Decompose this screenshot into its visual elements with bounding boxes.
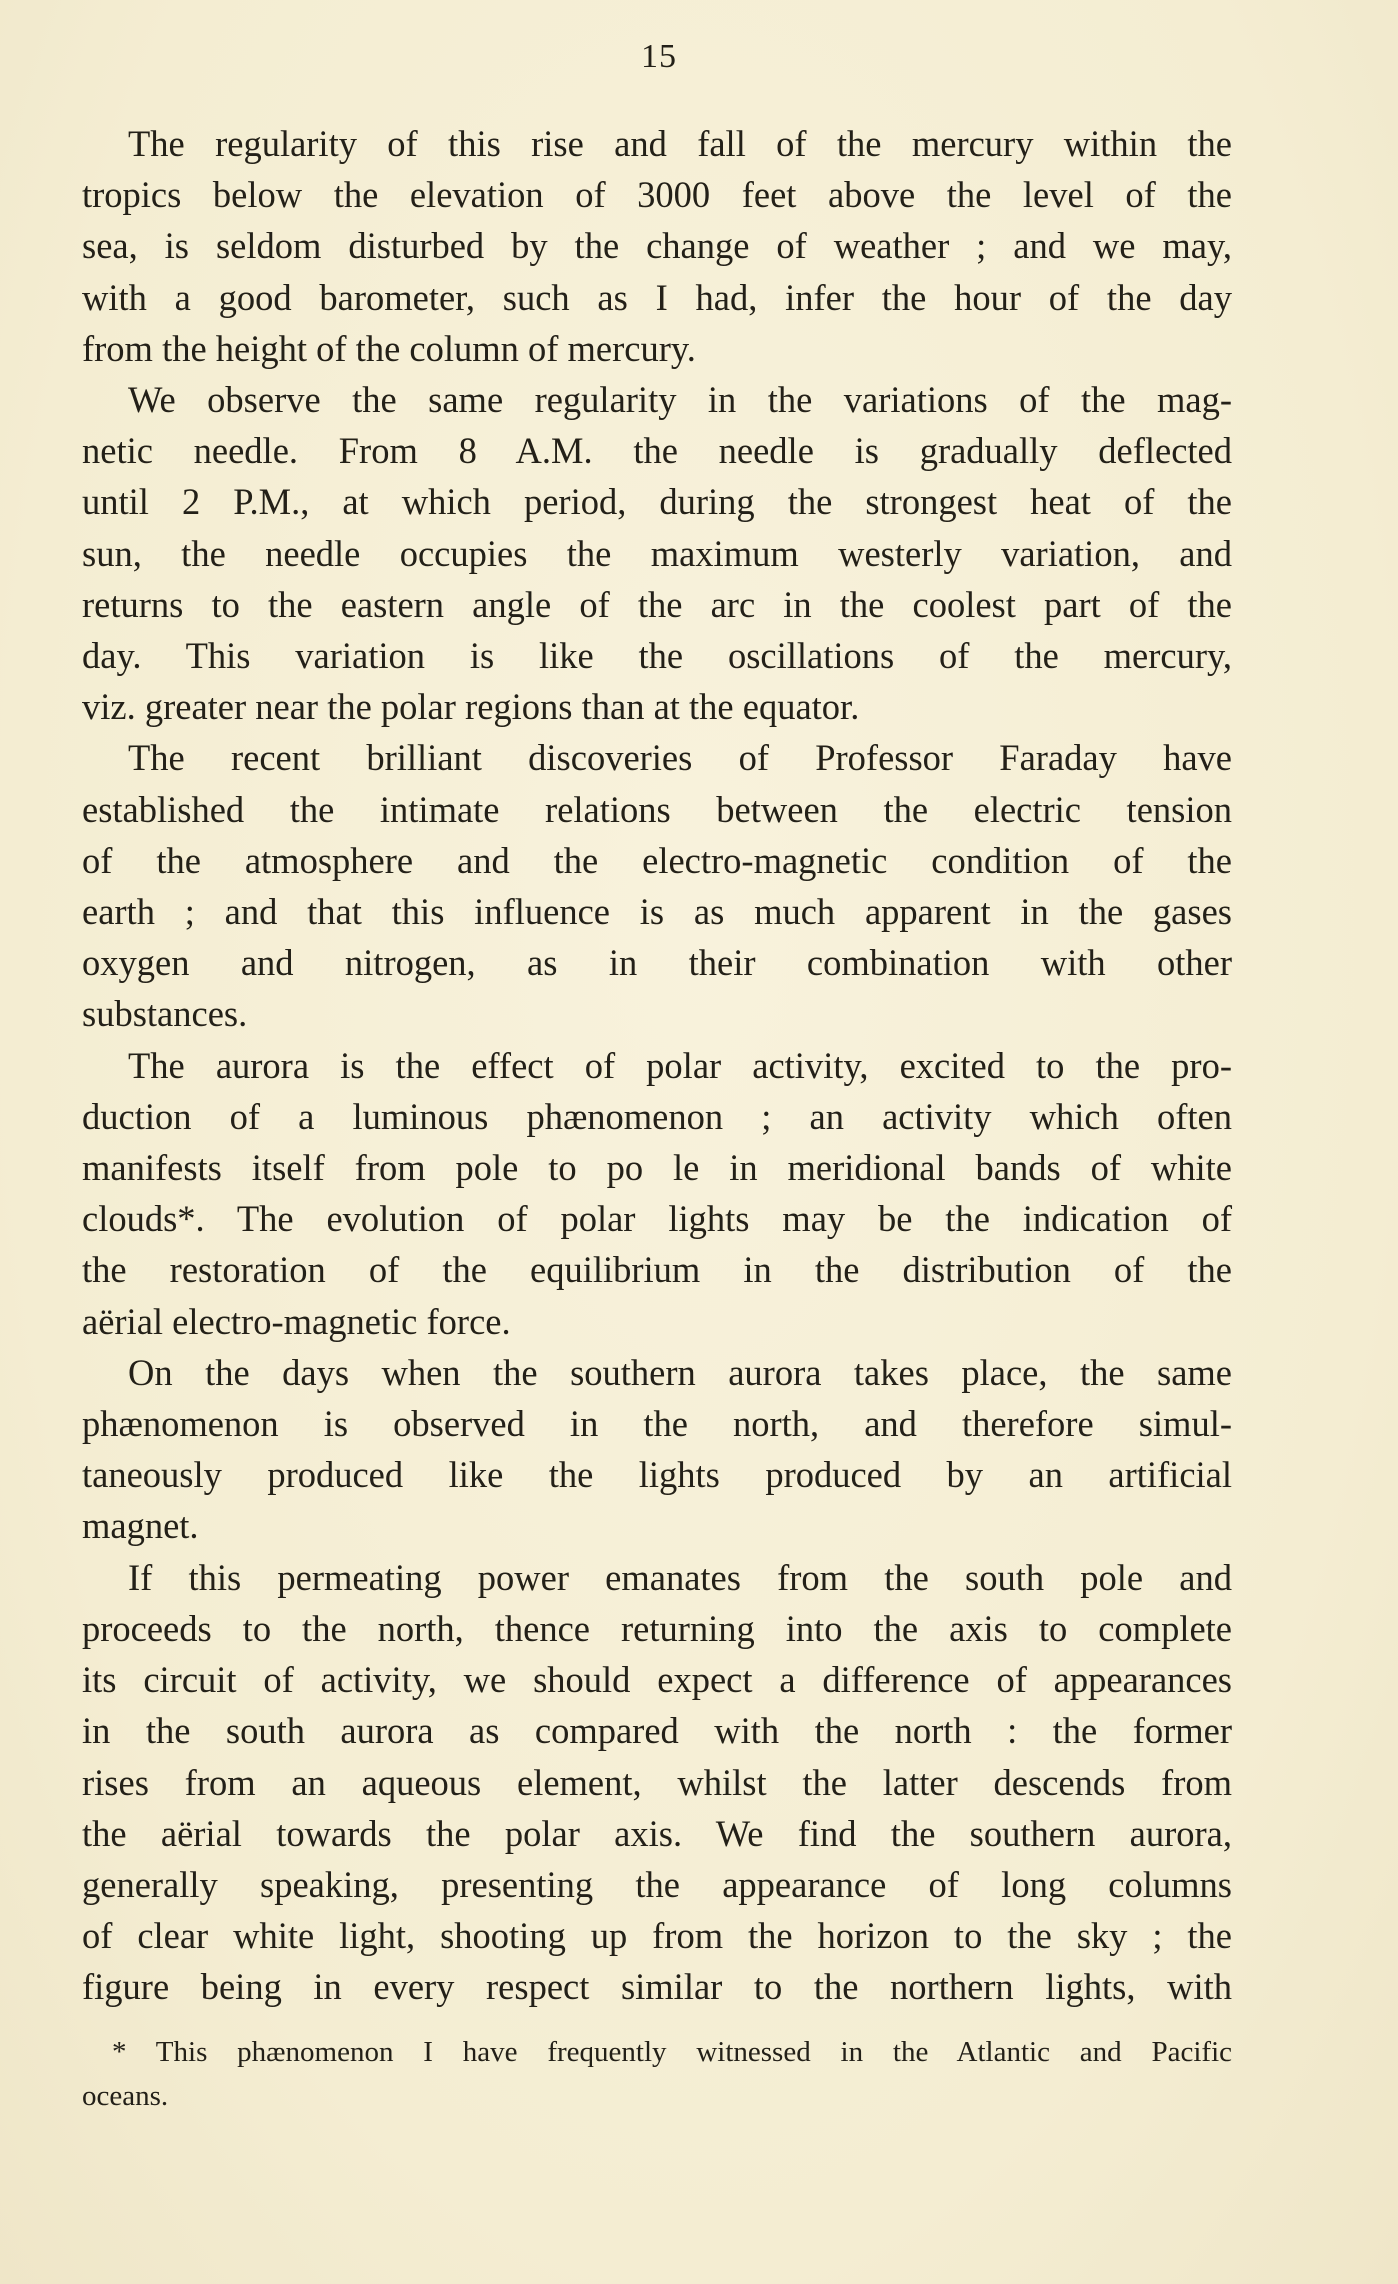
text-line: aërial electro-magnetic force. [82,1300,511,1342]
text-line: generally speaking, presenting the appearance of long columns [82,1863,1232,1905]
text-line: rises from an aqueous element, whilst the latter descends from [82,1761,1232,1803]
text-line: magnet. [82,1505,199,1547]
text-line: the restoration of the equilibrium in the distribution of the [82,1249,1232,1291]
text-line: The aurora is the effect of polar activity, excited to the pro- [128,1044,1232,1086]
paragraph [82,1040,1232,1347]
text-line: clouds*. The evolution of polar lights may be the indication of [82,1198,1232,1240]
text-line: proceeds to the north, thence returning into the axis to complete [82,1607,1232,1649]
text-line: phænomenon is observed in the north, and therefore simul- [82,1403,1232,1445]
text-line: tropics below the elevation of 3000 feet above the level of the [82,174,1232,216]
text-line: manifests itself from pole to po le in meridional bands of white [82,1147,1232,1189]
text-line: figure being in every respect similar to the northern lights, with [82,1966,1232,2008]
text-line: substances. [82,993,248,1035]
paragraph [82,118,1232,374]
footnote-line: oceans. [82,2080,169,2112]
text-line: the aërial towards the polar axis. We find the southern aurora, [82,1812,1232,1854]
text-line: of clear white light, shooting up from the horizon to the sky ; the [82,1915,1232,1957]
text-line: viz. greater near the polar regions than at the equator. [82,686,860,728]
text-line: day. This variation is like the oscillations of the mercury, [82,635,1232,677]
text-line: established the intimate relations between the electric tension [82,788,1232,830]
text-line: its circuit of activity, we should expect a difference of appearances [82,1659,1232,1701]
text-line: of the atmosphere and the electro-magnetic condition of the [82,839,1232,881]
body-text [82,118,1232,2013]
text-line: duction of a luminous phænomenon ; an activity which often [82,1095,1232,1137]
paragraph [82,374,1232,732]
footnote-line: * This phænomenon I have frequently witnessed in the Atlantic and Pacific [112,2036,1232,2068]
paragraph [82,732,1232,1039]
text-line: netic needle. From 8 A.M. the needle is gradually deflected [82,430,1232,472]
text-line: in the south aurora as compared with the north : the former [82,1710,1232,1752]
text-line: The regularity of this rise and fall of the mercury within the [128,123,1232,164]
text-line: oxygen and nitrogen, as in their combination with other [82,942,1232,984]
text-line: returns to the eastern angle of the arc in the coolest part of the [82,583,1232,625]
text-line: sea, is seldom disturbed by the change of weather ; and we may, [82,225,1232,267]
page-number: 15 [641,38,677,75]
text-line: On the days when the southern aurora takes place, the same [128,1351,1232,1393]
text-line: The recent brilliant discoveries of Professor Faraday have [128,737,1232,779]
text-line: earth ; and that this influence is as much apparent in the gases [82,891,1232,933]
text-line: until 2 P.M., at which period, during the strongest heat of the [82,481,1232,523]
text-line: sun, the needle occupies the maximum westerly variation, and [82,532,1232,574]
text-line: with a good barometer, such as I had, infer the hour of the day [82,276,1232,318]
text-line: If this permeating power emanates from the south pole and [128,1556,1232,1598]
footnote [82,2030,1232,2118]
paragraph [82,1347,1232,1552]
text-line: from the height of the column of mercury. [82,327,696,369]
paragraph [82,1552,1232,2013]
text-line: We observe the same regularity in the variations of the mag- [128,379,1232,421]
text-line: taneously produced like the lights produced by an artificial [82,1454,1232,1496]
